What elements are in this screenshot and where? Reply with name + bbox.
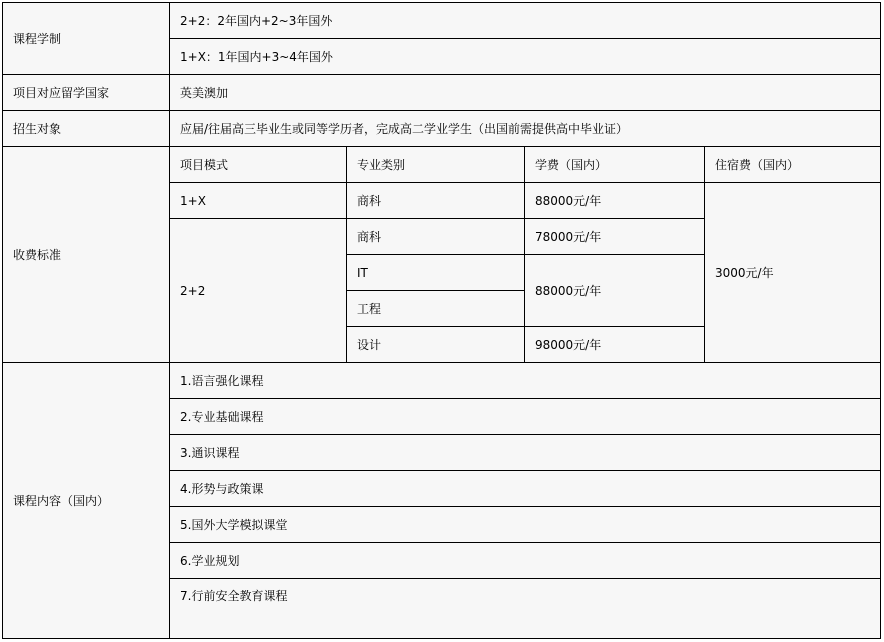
duration-option-1plusx: 1+X：1年国内+3~4年国外 bbox=[170, 39, 881, 75]
countries-value: 英美澳加 bbox=[170, 75, 881, 111]
countries-row bbox=[3, 75, 881, 111]
fees-header-mode: 项目模式 bbox=[170, 147, 347, 183]
fees-accommodation-value: 3000元/年 bbox=[705, 183, 881, 363]
course-item-4: 4.形势与政策课 bbox=[170, 471, 881, 507]
duration-row-1 bbox=[3, 3, 881, 39]
course-item-7: 7.行前安全教育课程 bbox=[170, 579, 881, 639]
course-item-6: 6.学业规划 bbox=[170, 543, 881, 579]
admission-row bbox=[3, 111, 881, 147]
course-item-5: 5.国外大学模拟课堂 bbox=[170, 507, 881, 543]
admission-value: 应届/往届高三毕业生或同等学历者，完成高二学业学生（出国前需提供高中毕业证） bbox=[170, 111, 881, 147]
course-item-3: 3.通识课程 bbox=[170, 435, 881, 471]
fees-tuition-design: 98000元/年 bbox=[525, 327, 705, 363]
fees-label: 收费标准 bbox=[3, 147, 170, 363]
fees-header-major: 专业类别 bbox=[347, 147, 525, 183]
admission-label: 招生对象 bbox=[3, 111, 170, 147]
fees-major-business: 商科 bbox=[347, 219, 525, 255]
course-row-1 bbox=[3, 363, 881, 399]
fees-header-row bbox=[3, 147, 881, 183]
fees-major-design: 设计 bbox=[347, 327, 525, 363]
fees-major-business-1x: 商科 bbox=[347, 183, 525, 219]
course-item-2: 2.专业基础课程 bbox=[170, 399, 881, 435]
program-info-table bbox=[2, 2, 881, 639]
fees-header-accommodation: 住宿费（国内） bbox=[705, 147, 881, 183]
fees-mode-2plus2: 2+2 bbox=[170, 219, 347, 363]
countries-label: 项目对应留学国家 bbox=[3, 75, 170, 111]
duration-label: 课程学制 bbox=[3, 3, 170, 75]
course-item-1: 1.语言强化课程 bbox=[170, 363, 881, 399]
courses-label: 课程内容（国内） bbox=[3, 363, 170, 639]
fees-header-tuition: 学费（国内） bbox=[525, 147, 705, 183]
fees-tuition-it-engineering: 88000元/年 bbox=[525, 255, 705, 327]
fees-tuition-business: 78000元/年 bbox=[525, 219, 705, 255]
fees-major-engineering: 工程 bbox=[347, 291, 525, 327]
fees-mode-1plusx: 1+X bbox=[170, 183, 347, 219]
fees-tuition-business-1x: 88000元/年 bbox=[525, 183, 705, 219]
duration-option-2plus2: 2+2：2年国内+2~3年国外 bbox=[170, 3, 881, 39]
fees-major-it: IT bbox=[347, 255, 525, 291]
